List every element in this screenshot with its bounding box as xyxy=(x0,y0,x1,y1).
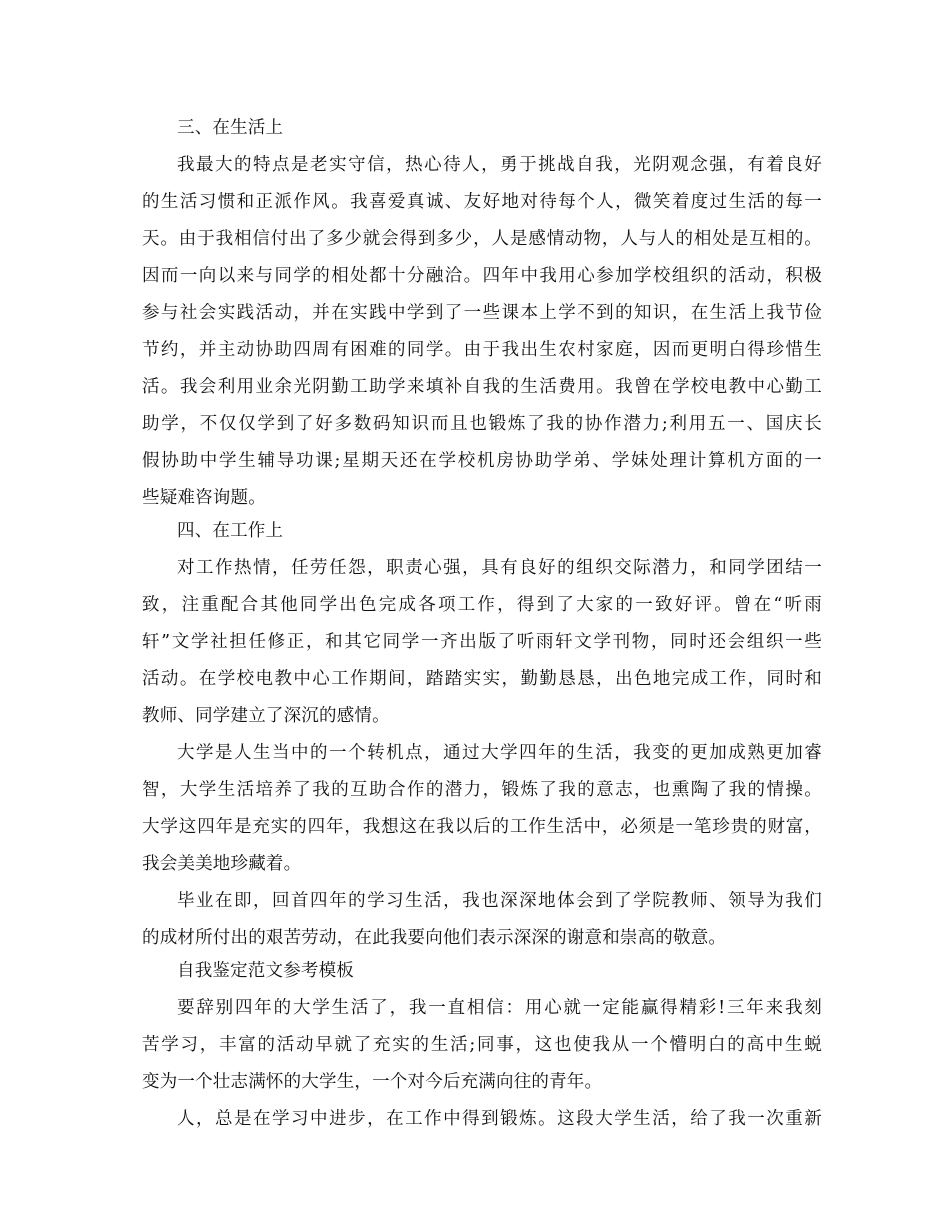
text-line: 大学这四年是充实的四年，我想这在我以后的工作生活中，必须是一笔珍贵的财富， xyxy=(142,817,822,837)
text-line: 苦学习，丰富的活动早就了充实的生活;同事，这也使我从一个懵明白的高中生蜕 xyxy=(142,1035,822,1055)
text-line: 我会美美地珍藏着。 xyxy=(142,854,302,874)
text-line: 要辞别四年的大学生活了，我一直相信：用心就一定能赢得精彩!三年来我刻 xyxy=(177,998,822,1018)
text-line: 对工作热情，任劳任怨，职责心强，具有良好的组织交际潜力，和同学团结一 xyxy=(177,558,822,578)
text-line: 轩”文学社担任修正，和其它同学一齐出版了听雨轩文学刊物，同时还会组织一些 xyxy=(142,632,822,652)
section-heading-template: 自我鉴定范文参考模板 xyxy=(177,961,354,981)
text-line: 教师、同学建立了深沉的感情。 xyxy=(142,706,390,726)
text-line: 助学，不仅仅学到了好多数码知识而且也锻炼了我的协作潜力;利用五一、国庆长 xyxy=(142,414,822,434)
text-line: 智，大学生活培养了我的互助合作的潜力，锻炼了我的意志，也熏陶了我的情操。 xyxy=(142,780,822,800)
section-heading-life: 三、在生活上 xyxy=(177,118,284,138)
text-line: 参与社会实践活动，并在实践中学到了一些课本上学不到的知识，在生活上我节俭 xyxy=(142,303,822,323)
section-heading-work: 四、在工作上 xyxy=(177,521,284,541)
text-line: 我最大的特点是老实守信，热心待人，勇于挑战自我，光阴观念强，有着良好 xyxy=(177,155,822,175)
text-line: 致，注重配合其他同学出色完成各项工作，得到了大家的一致好评。曾在“听雨 xyxy=(142,595,822,615)
text-line: 因而一向以来与同学的相处都十分融洽。四年中我用心参加学校组织的活动，积极 xyxy=(142,266,822,286)
text-line: 人，总是在学习中进步，在工作中得到锻炼。这段大学生活，给了我一次重新 xyxy=(177,1109,822,1129)
text-line: 假协助中学生辅导功课;星期天还在学校机房协助学弟、学妹处理计算机方面的一 xyxy=(142,451,822,471)
text-line: 毕业在即，回首四年的学习生活，我也深深地体会到了学院教师、领导为我们 xyxy=(177,891,822,911)
text-line: 节约，并主动协助四周有困难的同学。由于我出生农村家庭，因而更明白得珍惜生 xyxy=(142,340,822,360)
text-line: 的成材所付出的艰苦劳动，在此我要向他们表示深深的谢意和崇高的敬意。 xyxy=(142,928,727,948)
text-line: 些疑难咨询题。 xyxy=(142,488,266,508)
text-line: 活动。在学校电教中心工作期间，踏踏实实，勤勤恳恳，出色地完成工作，同时和 xyxy=(142,669,822,689)
text-line: 大学是人生当中的一个转机点，通过大学四年的生活，我变的更加成熟更加睿 xyxy=(177,743,822,763)
text-line: 变为一个壮志满怀的大学生，一个对今后充满向往的青年。 xyxy=(142,1072,603,1092)
text-line: 天。由于我相信付出了多少就会得到多少，人是感情动物，人与人的相处是互相的。 xyxy=(142,229,822,249)
text-line: 的生活习惯和正派作风。我喜爱真诚、友好地对待每个人，微笑着度过生活的每一 xyxy=(142,192,822,212)
text-line: 活。我会利用业余光阴勤工助学来填补自我的生活费用。我曾在学校电教中心勤工 xyxy=(142,377,822,397)
